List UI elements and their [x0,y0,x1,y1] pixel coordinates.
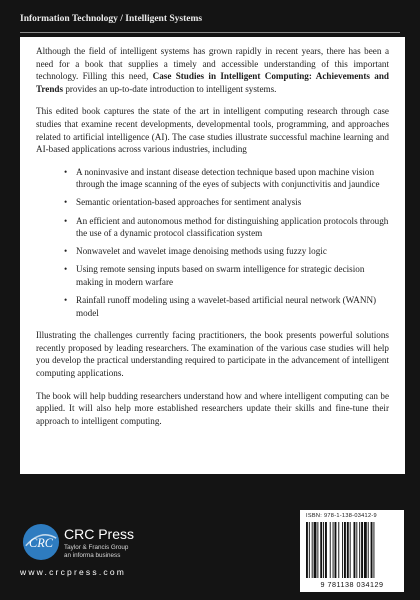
back-cover-text-panel [20,37,405,474]
barcode-bars [306,522,398,578]
list-item: • Nonwavelet and wavelet image denoising methods using fuzzy logic [76,245,389,258]
isbn-label: ISBN: 978-1-138-03412-9 [306,513,377,519]
isbn-barcode [300,510,404,592]
intro-text-end: provides an up-to-date introduction to intelligent systems. [63,83,277,94]
book-title: Case Studies in Intelligent Computing: Achievements and Trends [36,71,390,94]
series-heading: Information Technology / Intelligent Systems [20,14,203,24]
barcode-number: 9 781138 034129 [320,580,384,589]
publisher-tagline: an informa business [64,552,121,559]
challenges-paragraph: Illustrating the challenges currently facing practitioners, the book presents powerful solutions recently proposed by leading researchers. The examination of the various case studies will help you develop the practical understanding required to participate in the advancement of intelligent computing applications. [36,330,389,378]
list-item: • Rainfall runoff modeling using a wavelet-based artificial neural network (WANN) model [76,294,389,319]
case-study-list [36,166,389,319]
header-divider [20,32,400,33]
publisher-website: www.crcpress.com [20,567,127,577]
publisher-name: CRC Press [64,526,135,542]
intro-text-start: Although the field of intelligent systems has grown rapidly in recent years, there has been a need for a book that supplies a timely and accessible understanding of this important technology. Filling this need, [36,46,389,82]
list-item: • A noninvasive and instant disease detection technique based upon machine vision through the image scanning of the eyes of subjects with conjunctivitis and jaundice [76,166,389,191]
list-item: • An efficient and autonomous method for distinguishing application protocols through the use of a dynamic protocol classification system [76,215,389,240]
crc-logo-lettering: CRC [28,535,54,550]
publisher-group: Taylor & Francis Group [64,544,129,551]
list-item: • Semantic orientation-based approaches for sentiment analysis [76,196,389,209]
list-item: • Using remote sensing inputs based on swarm intelligence for strategic decision making in modern warfare [76,263,389,288]
intro-paragraph [36,45,389,95]
crc-logo-icon [22,523,60,561]
description-paragraph: This edited book captures the state of the art in intelligent computing research through case studies that examine recent developments, developmental tools, programming, and approaches related to artificial intelligence (AI). The case studies illustrate successful machine learning and AI-based applications across various industries, including [36,106,389,155]
closing-paragraph: The book will help budding researchers understand how and where intelligent computing can be applied. It will also help more established researchers update their skills and fine-tune their approach to intelligent computing. [36,390,389,426]
